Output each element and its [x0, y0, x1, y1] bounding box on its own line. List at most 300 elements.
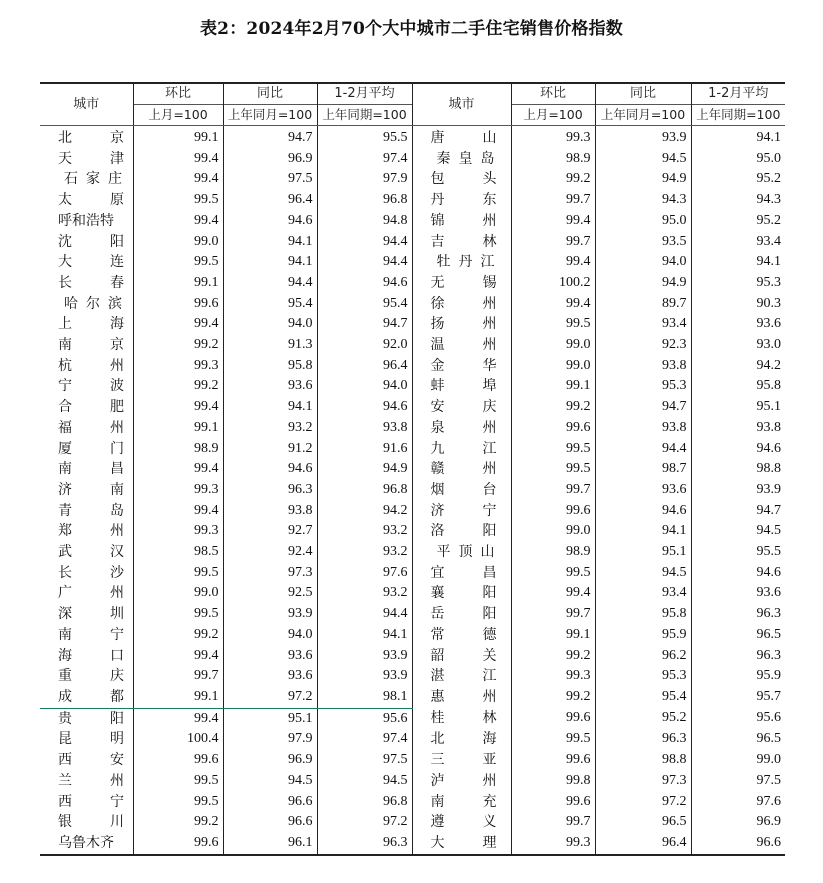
avg-cell-right: 96.3: [691, 604, 785, 625]
city-cell-right: [412, 604, 511, 625]
avg-cell-left: 96.8: [317, 190, 412, 211]
avg-cell-right: 97.6: [691, 792, 785, 813]
yoy-cell-right: 93.8: [595, 418, 691, 439]
table-row: [40, 501, 785, 522]
city-cell-right: [412, 356, 511, 377]
avg-cell-left: 98.1: [317, 687, 412, 708]
city-cell-right: [412, 666, 511, 687]
yoy-cell-left: 93.9: [223, 604, 317, 625]
city-cell-left: [40, 833, 133, 855]
avg-cell-right: 94.1: [691, 252, 785, 273]
yoy-cell-left: 92.5: [223, 583, 317, 604]
table-row: [40, 149, 785, 170]
mom-cell-right: 99.5: [511, 729, 595, 750]
city-name: 北 京: [58, 130, 124, 146]
mom-cell-left: 99.4: [133, 211, 223, 232]
yoy-cell-right: 95.1: [595, 542, 691, 563]
city-cell-right: [412, 542, 511, 563]
city-cell-left: [40, 812, 133, 833]
city-name: 蚌 埠: [430, 378, 497, 395]
col-subheader-avg-left: 上年同期=100: [317, 105, 412, 126]
avg-cell-left: 94.0: [317, 376, 412, 397]
yoy-cell-left: 94.7: [223, 126, 317, 149]
col-subheader-mom-left: 上月=100: [133, 105, 223, 126]
mom-cell-right: 99.6: [511, 501, 595, 522]
city-cell-right: [412, 376, 511, 397]
city-cell-right: [412, 729, 511, 750]
table-row: [40, 273, 785, 294]
avg-cell-right: 90.3: [691, 294, 785, 315]
avg-cell-right: 95.5: [691, 542, 785, 563]
avg-cell-right: 96.5: [691, 729, 785, 750]
city-cell-right: [412, 418, 511, 439]
city-name: 惠 州: [430, 689, 497, 706]
col-header-city-right: 城市: [412, 83, 511, 126]
city-cell-right: [412, 833, 511, 855]
avg-cell-left: 94.4: [317, 232, 412, 253]
mom-cell-left: 99.5: [133, 792, 223, 813]
avg-cell-right: 95.3: [691, 273, 785, 294]
city-name: 桂 林: [430, 710, 497, 727]
city-cell-left: [40, 625, 133, 646]
mom-cell-right: 99.2: [511, 687, 595, 708]
yoy-cell-left: 92.4: [223, 542, 317, 563]
yoy-cell-right: 93.9: [595, 126, 691, 149]
city-name: 泉 州: [430, 419, 497, 436]
city-cell-left: [40, 356, 133, 377]
city-name: 太 原: [58, 192, 124, 209]
city-name: 深 圳: [58, 606, 124, 623]
city-cell-right: [412, 521, 511, 542]
mom-cell-right: 99.7: [511, 604, 595, 625]
city-name: 兰 州: [58, 772, 124, 789]
city-name: 遵 义: [430, 814, 497, 831]
mom-cell-right: 99.0: [511, 335, 595, 356]
city-cell-left: [40, 729, 133, 750]
city-name: 银 川: [58, 814, 124, 831]
city-cell-left: [40, 583, 133, 604]
yoy-cell-right: 93.8: [595, 356, 691, 377]
city-name: 西 安: [58, 752, 124, 769]
city-cell-right: [412, 625, 511, 646]
yoy-cell-left: 97.9: [223, 729, 317, 750]
mom-cell-left: 99.5: [133, 604, 223, 625]
mom-cell-left: 99.4: [133, 708, 223, 729]
city-cell-right: [412, 459, 511, 480]
mom-cell-right: 99.3: [511, 666, 595, 687]
table-row: [40, 750, 785, 771]
city-name: 九 江: [430, 440, 497, 457]
city-name: 济 宁: [430, 502, 497, 519]
mom-cell-left: 99.2: [133, 376, 223, 397]
city-name: 厦 门: [58, 440, 124, 457]
yoy-cell-left: 93.2: [223, 418, 317, 439]
mom-cell-left: 99.5: [133, 190, 223, 211]
table-row: [40, 169, 785, 190]
city-cell-left: [40, 273, 133, 294]
avg-cell-left: 95.5: [317, 126, 412, 149]
yoy-cell-left: 95.1: [223, 708, 317, 729]
city-cell-left: [40, 666, 133, 687]
yoy-cell-left: 97.2: [223, 687, 317, 708]
table-row: [40, 376, 785, 397]
avg-cell-left: 93.2: [317, 583, 412, 604]
table-row: [40, 480, 785, 501]
yoy-cell-right: 94.7: [595, 397, 691, 418]
city-cell-right: [412, 190, 511, 211]
city-cell-right: [412, 646, 511, 667]
yoy-cell-left: 96.6: [223, 792, 317, 813]
city-name: 沈 阳: [58, 233, 124, 250]
yoy-cell-right: 94.4: [595, 439, 691, 460]
city-name: 襄 阳: [430, 585, 497, 602]
table-row: [40, 792, 785, 813]
avg-cell-right: 95.1: [691, 397, 785, 418]
yoy-cell-right: 94.1: [595, 521, 691, 542]
city-cell-left: [40, 459, 133, 480]
city-cell-right: [412, 480, 511, 501]
city-cell-left: [40, 750, 133, 771]
yoy-cell-left: 94.1: [223, 252, 317, 273]
city-name: 大 理: [430, 834, 497, 851]
avg-cell-right: 93.0: [691, 335, 785, 356]
mom-cell-left: 99.0: [133, 583, 223, 604]
mom-cell-left: 98.9: [133, 439, 223, 460]
mom-cell-left: 99.2: [133, 812, 223, 833]
yoy-cell-right: 89.7: [595, 294, 691, 315]
table-row: [40, 604, 785, 625]
city-name: 贵 阳: [58, 710, 124, 727]
table-row: [40, 439, 785, 460]
avg-cell-right: 95.2: [691, 211, 785, 232]
avg-cell-left: 94.4: [317, 252, 412, 273]
avg-cell-right: 94.6: [691, 439, 785, 460]
mom-cell-left: 99.4: [133, 314, 223, 335]
yoy-cell-left: 94.1: [223, 232, 317, 253]
avg-cell-left: 92.0: [317, 335, 412, 356]
avg-cell-right: 96.5: [691, 625, 785, 646]
avg-cell-right: 98.8: [691, 459, 785, 480]
mom-cell-left: 99.1: [133, 418, 223, 439]
mom-cell-right: 99.3: [511, 833, 595, 855]
yoy-cell-right: 95.0: [595, 211, 691, 232]
city-cell-left: [40, 501, 133, 522]
city-cell-left: [40, 211, 133, 232]
table-row: [40, 646, 785, 667]
city-name: 成 都: [58, 688, 124, 705]
city-name: 湛 江: [430, 668, 497, 685]
table-row: [40, 625, 785, 646]
yoy-cell-right: 92.3: [595, 335, 691, 356]
avg-cell-left: 97.4: [317, 149, 412, 170]
avg-cell-left: 95.6: [317, 708, 412, 729]
yoy-cell-left: 96.4: [223, 190, 317, 211]
mom-cell-right: 99.0: [511, 521, 595, 542]
city-name: 乌 鲁 木 齐: [58, 834, 114, 851]
table-row: [40, 521, 785, 542]
mom-cell-right: 99.4: [511, 583, 595, 604]
table-row: [40, 418, 785, 439]
city-name: 福 州: [58, 419, 124, 436]
yoy-cell-right: 94.5: [595, 563, 691, 584]
yoy-cell-left: 91.3: [223, 335, 317, 356]
city-cell-right: [412, 792, 511, 813]
city-name: 海 口: [58, 647, 124, 664]
mom-cell-left: 99.6: [133, 750, 223, 771]
city-name: 宁 波: [58, 378, 124, 395]
avg-cell-right: 99.0: [691, 750, 785, 771]
yoy-cell-left: 93.6: [223, 376, 317, 397]
city-name: 平 顶 山: [436, 544, 495, 561]
table-row: [40, 666, 785, 687]
mom-cell-right: 98.9: [511, 542, 595, 563]
mom-cell-right: 99.2: [511, 397, 595, 418]
city-cell-left: [40, 418, 133, 439]
mom-cell-left: 99.1: [133, 126, 223, 149]
mom-cell-left: 99.5: [133, 252, 223, 273]
avg-cell-right: 95.2: [691, 169, 785, 190]
avg-cell-right: 95.8: [691, 376, 785, 397]
table-row: [40, 211, 785, 232]
yoy-cell-left: 92.7: [223, 521, 317, 542]
avg-cell-left: 93.2: [317, 542, 412, 563]
mom-cell-left: 99.4: [133, 501, 223, 522]
city-name: 洛 阳: [430, 523, 497, 540]
city-cell-right: [412, 501, 511, 522]
yoy-cell-right: 95.9: [595, 625, 691, 646]
avg-cell-left: 97.4: [317, 729, 412, 750]
table-row: [40, 397, 785, 418]
city-cell-right: [412, 252, 511, 273]
col-subheader-yoy-left: 上年同月=100: [223, 105, 317, 126]
avg-cell-right: 96.6: [691, 833, 785, 855]
table-row: [40, 687, 785, 708]
avg-cell-right: 96.3: [691, 646, 785, 667]
mom-cell-right: 99.5: [511, 563, 595, 584]
yoy-cell-left: 96.6: [223, 812, 317, 833]
mom-cell-left: 99.4: [133, 397, 223, 418]
yoy-cell-right: 94.0: [595, 252, 691, 273]
avg-cell-right: 93.4: [691, 232, 785, 253]
city-name: 赣 州: [430, 461, 497, 478]
yoy-cell-right: 96.5: [595, 812, 691, 833]
yoy-cell-left: 94.0: [223, 314, 317, 335]
mom-cell-left: 99.4: [133, 646, 223, 667]
avg-cell-left: 96.3: [317, 833, 412, 855]
city-cell-right: [412, 294, 511, 315]
avg-cell-right: 93.6: [691, 314, 785, 335]
city-cell-left: [40, 563, 133, 584]
city-cell-right: [412, 314, 511, 335]
mom-cell-right: 99.5: [511, 439, 595, 460]
city-name: 宜 昌: [430, 564, 497, 581]
avg-cell-right: 93.8: [691, 418, 785, 439]
mom-cell-left: 99.4: [133, 149, 223, 170]
avg-cell-left: 94.7: [317, 314, 412, 335]
yoy-cell-right: 98.7: [595, 459, 691, 480]
mom-cell-right: 99.4: [511, 252, 595, 273]
mom-cell-left: 99.4: [133, 169, 223, 190]
mom-cell-left: 98.5: [133, 542, 223, 563]
mom-cell-left: 99.7: [133, 666, 223, 687]
city-name: 徐 州: [430, 295, 497, 312]
yoy-cell-left: 97.5: [223, 169, 317, 190]
city-cell-left: [40, 294, 133, 315]
city-name: 韶 关: [430, 647, 497, 664]
mom-cell-left: 99.1: [133, 273, 223, 294]
city-cell-right: [412, 211, 511, 232]
city-name: 广 州: [58, 585, 124, 602]
yoy-cell-left: 94.6: [223, 211, 317, 232]
mom-cell-right: 99.3: [511, 126, 595, 149]
mom-cell-left: 99.3: [133, 356, 223, 377]
city-name: 长 春: [58, 274, 124, 291]
city-cell-right: [412, 335, 511, 356]
yoy-cell-right: 97.2: [595, 792, 691, 813]
mom-cell-right: 99.0: [511, 356, 595, 377]
col-subheader-avg-right: 上年同期=100: [691, 105, 785, 126]
table-body: [40, 126, 785, 855]
table-row: [40, 335, 785, 356]
city-cell-right: [412, 439, 511, 460]
col-header-city-left: 城市: [40, 83, 133, 126]
mom-cell-right: 99.6: [511, 708, 595, 729]
avg-cell-left: 94.6: [317, 273, 412, 294]
city-cell-right: [412, 169, 511, 190]
city-name: 呼 和 浩 特: [58, 212, 114, 229]
city-cell-left: [40, 542, 133, 563]
city-cell-right: [412, 126, 511, 149]
city-name: 昆 明: [58, 731, 124, 748]
yoy-cell-right: 98.8: [595, 750, 691, 771]
yoy-cell-right: 94.9: [595, 169, 691, 190]
avg-cell-right: 95.6: [691, 708, 785, 729]
yoy-cell-right: 93.4: [595, 583, 691, 604]
mom-cell-left: 99.5: [133, 771, 223, 792]
yoy-cell-left: 96.9: [223, 750, 317, 771]
avg-cell-right: 93.9: [691, 480, 785, 501]
col-subheader-mom-right: 上月=100: [511, 105, 595, 126]
mom-cell-right: 99.2: [511, 646, 595, 667]
table-row: [40, 812, 785, 833]
city-name: 三 亚: [430, 752, 497, 769]
city-cell-left: [40, 376, 133, 397]
city-name: 杭 州: [58, 357, 124, 374]
avg-cell-left: 97.2: [317, 812, 412, 833]
mom-cell-left: 100.4: [133, 729, 223, 750]
yoy-cell-right: 95.8: [595, 604, 691, 625]
city-cell-left: [40, 314, 133, 335]
mom-cell-right: 99.7: [511, 812, 595, 833]
avg-cell-right: 95.7: [691, 687, 785, 708]
city-cell-right: [412, 149, 511, 170]
city-name: 青 岛: [58, 502, 124, 519]
city-cell-right: [412, 812, 511, 833]
city-cell-right: [412, 771, 511, 792]
city-name: 泸 州: [430, 772, 497, 789]
avg-cell-left: 97.9: [317, 169, 412, 190]
city-cell-left: [40, 232, 133, 253]
yoy-cell-left: 93.6: [223, 646, 317, 667]
city-cell-right: [412, 708, 511, 729]
avg-cell-right: 93.6: [691, 583, 785, 604]
city-name: 哈 尔 滨: [64, 295, 122, 312]
col-header-yoy-left: 同比: [223, 83, 317, 105]
city-cell-left: [40, 604, 133, 625]
table-row: [40, 294, 785, 315]
mom-cell-left: 99.2: [133, 625, 223, 646]
avg-cell-left: 95.4: [317, 294, 412, 315]
mom-cell-left: 99.2: [133, 335, 223, 356]
mom-cell-right: 99.1: [511, 376, 595, 397]
mom-cell-right: 99.8: [511, 771, 595, 792]
city-cell-right: [412, 563, 511, 584]
city-cell-left: [40, 169, 133, 190]
avg-cell-left: 94.5: [317, 771, 412, 792]
city-cell-right: [412, 232, 511, 253]
mom-cell-left: 99.6: [133, 833, 223, 855]
city-name: 南 京: [58, 337, 124, 354]
city-name: 大 连: [58, 254, 124, 271]
city-name: 吉 林: [430, 233, 497, 250]
table-row: [40, 729, 785, 750]
city-name: 安 庆: [430, 399, 497, 416]
mom-cell-right: 99.6: [511, 418, 595, 439]
mom-cell-right: 99.4: [511, 294, 595, 315]
avg-cell-left: 94.9: [317, 459, 412, 480]
table-row: [40, 314, 785, 335]
mom-cell-left: 99.1: [133, 687, 223, 708]
city-cell-left: [40, 126, 133, 149]
yoy-cell-left: 93.6: [223, 666, 317, 687]
city-name: 石 家 庄: [64, 171, 122, 188]
avg-cell-left: 91.6: [317, 439, 412, 460]
table-row: [40, 126, 785, 149]
mom-cell-right: 99.2: [511, 169, 595, 190]
city-cell-right: [412, 687, 511, 708]
price-index-table: [40, 82, 785, 856]
city-name: 天 津: [58, 150, 124, 167]
city-cell-left: [40, 397, 133, 418]
mom-cell-left: 99.0: [133, 232, 223, 253]
avg-cell-right: 94.1: [691, 126, 785, 149]
yoy-cell-right: 97.3: [595, 771, 691, 792]
city-cell-left: [40, 190, 133, 211]
city-name: 武 汉: [58, 544, 124, 561]
table-row: [40, 563, 785, 584]
avg-cell-left: 93.9: [317, 666, 412, 687]
city-cell-left: [40, 646, 133, 667]
city-cell-left: [40, 687, 133, 708]
avg-cell-left: 94.8: [317, 211, 412, 232]
avg-cell-left: 94.4: [317, 604, 412, 625]
mom-cell-right: 99.6: [511, 750, 595, 771]
col-header-mom-left: 环比: [133, 83, 223, 105]
avg-cell-left: 93.2: [317, 521, 412, 542]
avg-cell-left: 94.2: [317, 501, 412, 522]
mom-cell-right: 99.4: [511, 211, 595, 232]
col-subheader-yoy-right: 上年同月=100: [595, 105, 691, 126]
header-row-1: [40, 83, 785, 105]
avg-cell-left: 94.6: [317, 397, 412, 418]
city-name: 温 州: [430, 337, 497, 354]
mom-cell-right: 99.6: [511, 792, 595, 813]
city-cell-left: [40, 149, 133, 170]
mom-cell-right: 99.1: [511, 625, 595, 646]
avg-cell-left: 97.5: [317, 750, 412, 771]
yoy-cell-left: 94.5: [223, 771, 317, 792]
yoy-cell-right: 96.4: [595, 833, 691, 855]
